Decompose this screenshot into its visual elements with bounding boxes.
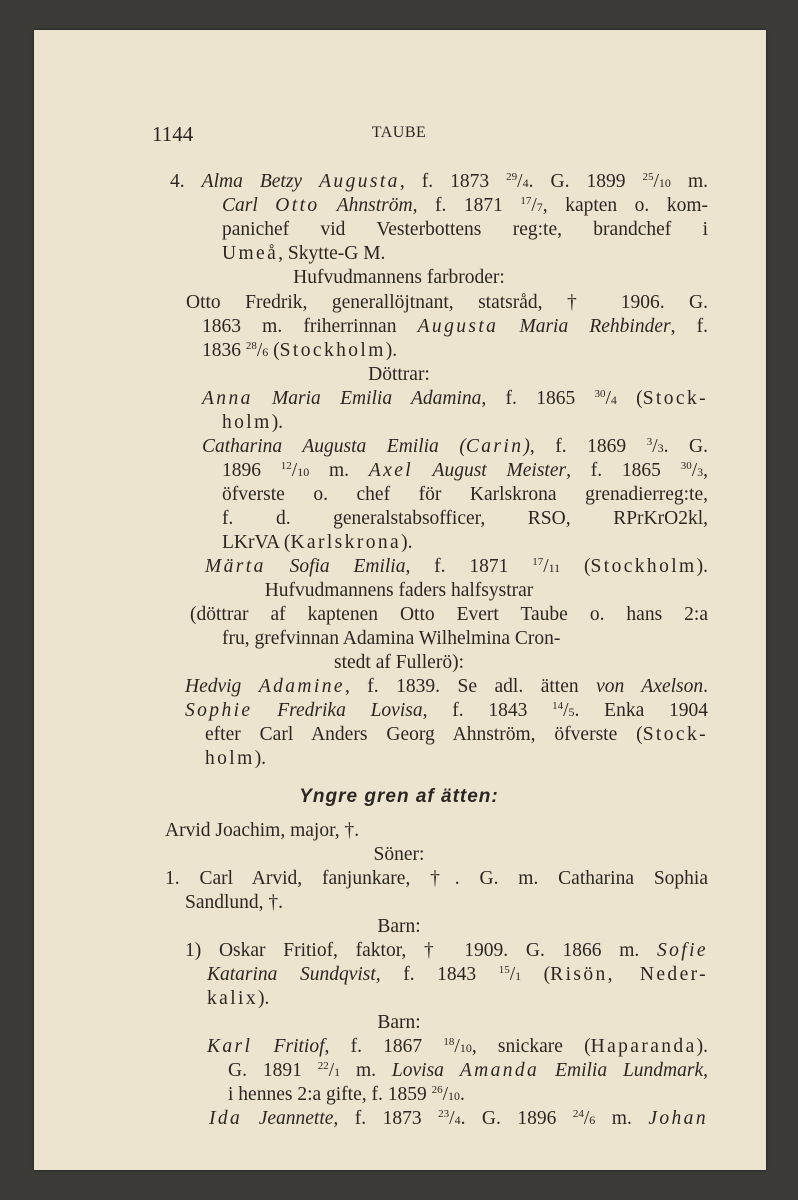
text-segment: Barn: (377, 916, 421, 937)
text-segment: LKrVA ( (222, 532, 291, 553)
text-line (209, 1107, 708, 1132)
name-text: Ahnström (319, 195, 413, 216)
name-text: Carin (465, 436, 524, 457)
text-segment: , f. 1839. Se adl. ätten (344, 676, 597, 697)
text-line (165, 819, 359, 843)
text-line (202, 435, 708, 460)
text-segment: m. (670, 171, 708, 192)
text-segment: Umeå (222, 243, 279, 264)
text-segment: , f. 1865 (566, 460, 681, 481)
text-line (0, 785, 798, 809)
text-segment: stedt af Fullerö): (334, 652, 464, 673)
date-fraction: $^{18}$/10 (443, 1036, 472, 1057)
name-text: ) (523, 436, 530, 457)
text-segment: , f. 1865 (481, 388, 595, 409)
text-segment: holm (222, 412, 272, 433)
name-text: Augusta (417, 316, 499, 337)
text-segment: efter Carl Anders Georg Ahnström, öfverste ( (205, 724, 643, 745)
text-segment: öfverste o. chef för Karlskrona grenadierreg:te, (222, 484, 708, 505)
name-text: Emilia Lundmark (539, 1060, 704, 1081)
text-line (207, 1035, 708, 1060)
text-segment: Hufvudmannens faders halfsystrar (264, 580, 534, 601)
text-segment: . (460, 1084, 465, 1105)
name-text: Adamine (258, 676, 345, 697)
text-segment: m. (340, 1060, 392, 1081)
text-line (222, 194, 708, 219)
date-fraction: $^{12}$/10 (280, 460, 310, 481)
page-number: 1144 (152, 122, 194, 146)
text-segment: , f. 1867 (324, 1036, 444, 1057)
text-line (222, 507, 708, 531)
text-line (222, 459, 708, 484)
text-line (0, 579, 798, 603)
text-segment: 4. (170, 171, 202, 192)
text-segment: ). (696, 556, 708, 577)
text-line (222, 483, 708, 507)
date-fraction: $^{30}$/3 (680, 460, 704, 481)
text-segment: Risön, Neder- (550, 964, 709, 985)
text-segment: Söner: (373, 844, 425, 865)
text-segment: , kapten o. kom- (542, 195, 708, 216)
text-line (202, 339, 397, 364)
name-text: Fredrika Lovisa (252, 700, 423, 721)
text-line (228, 1059, 708, 1084)
text-segment: ). (401, 532, 413, 553)
text-segment: ). (271, 412, 284, 433)
text-line (207, 987, 269, 1011)
name-text: August Meister (413, 460, 567, 481)
text-segment: ( (268, 340, 280, 361)
text-line (0, 1011, 798, 1035)
date-fraction: $^{24}$/6 (572, 1108, 596, 1129)
text-segment: panichef vid Vesterbottens reg:te, brandchef i (222, 219, 708, 240)
text-segment: m. (309, 460, 369, 481)
text-segment: 1863 m. friherrinnan (202, 316, 418, 337)
text-line (190, 603, 708, 627)
date-fraction: $^{30}$/4 (594, 388, 617, 409)
text-segment: i hennes 2:a gifte, f. 1859 (228, 1084, 432, 1105)
date-fraction: $^{25}$/10 (642, 171, 671, 192)
text-segment: ( (521, 964, 551, 985)
text-segment: G. 1891 (228, 1060, 318, 1081)
name-text: Maria Rehbinder (498, 316, 671, 337)
text-segment: , Skytte-G M. (278, 243, 386, 264)
text-segment: Stock- (642, 724, 708, 745)
text-segment: ). (254, 748, 267, 769)
text-line (222, 411, 283, 435)
text-line (205, 555, 708, 580)
date-fraction: $^{22}$/1 (317, 1060, 341, 1081)
date-fraction: $^{28}$/6 (245, 340, 269, 361)
text-line (228, 1083, 465, 1108)
text-segment: , (703, 460, 708, 481)
text-segment: ( (616, 388, 643, 409)
text-line (170, 170, 708, 195)
text-segment: ). (385, 340, 398, 361)
text-segment: , f. 1871 (405, 556, 533, 577)
text-line (0, 651, 798, 675)
text-segment: ). (696, 1036, 709, 1057)
text-segment: . Enka 1904 (574, 700, 708, 721)
text-segment: Stock- (642, 388, 708, 409)
text-segment: Barn: (377, 1012, 421, 1033)
text-segment: , f. 1871 (412, 195, 521, 216)
text-line (0, 843, 798, 867)
text-segment: (döttrar af kaptenen Otto Evert Taube o. hans 2:a (190, 604, 708, 625)
date-fraction: $^{17}$/11 (532, 556, 561, 577)
text-segment: , f. 1873 (333, 1108, 439, 1129)
text-segment: holm (205, 748, 255, 769)
name-text: Fritiof (252, 1036, 325, 1057)
text-line (0, 266, 798, 290)
text-segment: Karlskrona (290, 532, 402, 553)
text-segment: 1) Oskar Fritiof, faktor, † 1909. G. 1866 m. (185, 940, 657, 961)
text-line (207, 963, 708, 988)
name-text: Sofie (657, 940, 708, 961)
text-segment: Haparanda (590, 1036, 697, 1057)
name-text: Catharina Augusta Emilia ( (202, 436, 466, 457)
text-line (185, 675, 708, 699)
text-segment: 1836 (202, 340, 246, 361)
text-segment: . (703, 676, 709, 697)
name-text: Johan (648, 1108, 708, 1129)
name-text: Otto (275, 195, 320, 216)
text-segment: 1. Carl Arvid, fanjunkare, †. G. m. Catharina Sophia (165, 868, 708, 889)
text-line (0, 363, 798, 387)
text-segment: 1896 (222, 460, 281, 481)
text-line (205, 723, 708, 747)
text-line (222, 218, 708, 242)
text-segment: , (703, 1060, 709, 1081)
text-segment: kalix (207, 988, 258, 1009)
name-text: Ida (209, 1108, 243, 1129)
name-text: Karl (207, 1036, 253, 1057)
text-line (186, 291, 708, 315)
text-segment: f. d. generalstabsofficer, RSO, RPrKrO2kl, (222, 508, 708, 529)
name-text: Amanda (459, 1060, 540, 1081)
text-segment: , f. 1869 (529, 436, 647, 457)
running-title: TAUBE (371, 124, 427, 141)
text-segment: fru, grefvinnan Adamina Wilhelmina Cron- (222, 628, 561, 649)
name-text: Sophie (185, 700, 253, 721)
name-text: Lovisa (391, 1060, 460, 1081)
text-line (185, 939, 708, 963)
text-line (202, 315, 708, 339)
text-line (222, 242, 385, 266)
name-text: Sofia Emilia (265, 556, 406, 577)
text-segment: Stockholm (279, 340, 386, 361)
text-segment: f. 1843 (380, 964, 499, 985)
name-text: Alma Betzy (201, 171, 320, 192)
name-text: Maria Emilia Adamina (252, 388, 482, 409)
text-segment: , f. (670, 316, 708, 337)
date-fraction: $^{29}$/4 (506, 171, 529, 192)
text-segment: m. (595, 1108, 649, 1129)
name-text: Märta (205, 556, 266, 577)
text-line (165, 867, 708, 891)
text-segment: , f. 1843 (422, 700, 553, 721)
text-segment: , f. 1873 (399, 171, 507, 192)
text-line (222, 627, 560, 651)
text-line (205, 747, 266, 771)
name-text: Axel (368, 460, 414, 481)
text-segment: Döttrar: (368, 364, 430, 385)
text-segment: . G. 1899 (528, 171, 643, 192)
name-text: Hedvig (185, 676, 259, 697)
date-fraction: $^3$/3 (646, 436, 664, 457)
name-text: Anna (202, 388, 253, 409)
date-fraction: $^{14}$/5 (552, 700, 575, 721)
name-text: Carl (222, 195, 276, 216)
text-segment: Sandlund, †. (185, 892, 284, 913)
date-fraction: $^{15}$/1 (498, 964, 522, 985)
section-heading: Yngre gren af ätten: (299, 786, 499, 807)
text-line (202, 387, 708, 412)
text-line (0, 915, 798, 939)
text-segment: . G. (663, 436, 708, 457)
name-text: Katarina Sundqvist, (207, 964, 381, 985)
text-segment: ( (560, 556, 591, 577)
text-line (185, 699, 708, 724)
text-segment: Otto Fredrik, generallöjtnant, statsråd, † 1906. G. (186, 292, 708, 313)
text-segment: Hufvudmannens farbroder: (293, 267, 505, 288)
text-segment: , snickare ( (471, 1036, 591, 1057)
text-segment: . G. 1896 (460, 1108, 573, 1129)
text-segment: Arvid Joachim, major, †. (165, 820, 360, 841)
date-fraction: $^{23}$/4 (438, 1108, 461, 1129)
text-segment: Stockholm (590, 556, 697, 577)
text-line (222, 531, 412, 555)
name-text: Jeannette (242, 1108, 334, 1129)
text-segment: ). (258, 988, 270, 1009)
date-fraction: $^{26}$/10 (431, 1084, 461, 1105)
date-fraction: $^{17}$/7 (520, 195, 543, 216)
name-text: von Axelson (596, 676, 704, 697)
text-line (185, 891, 283, 915)
name-text: Augusta (319, 171, 400, 192)
